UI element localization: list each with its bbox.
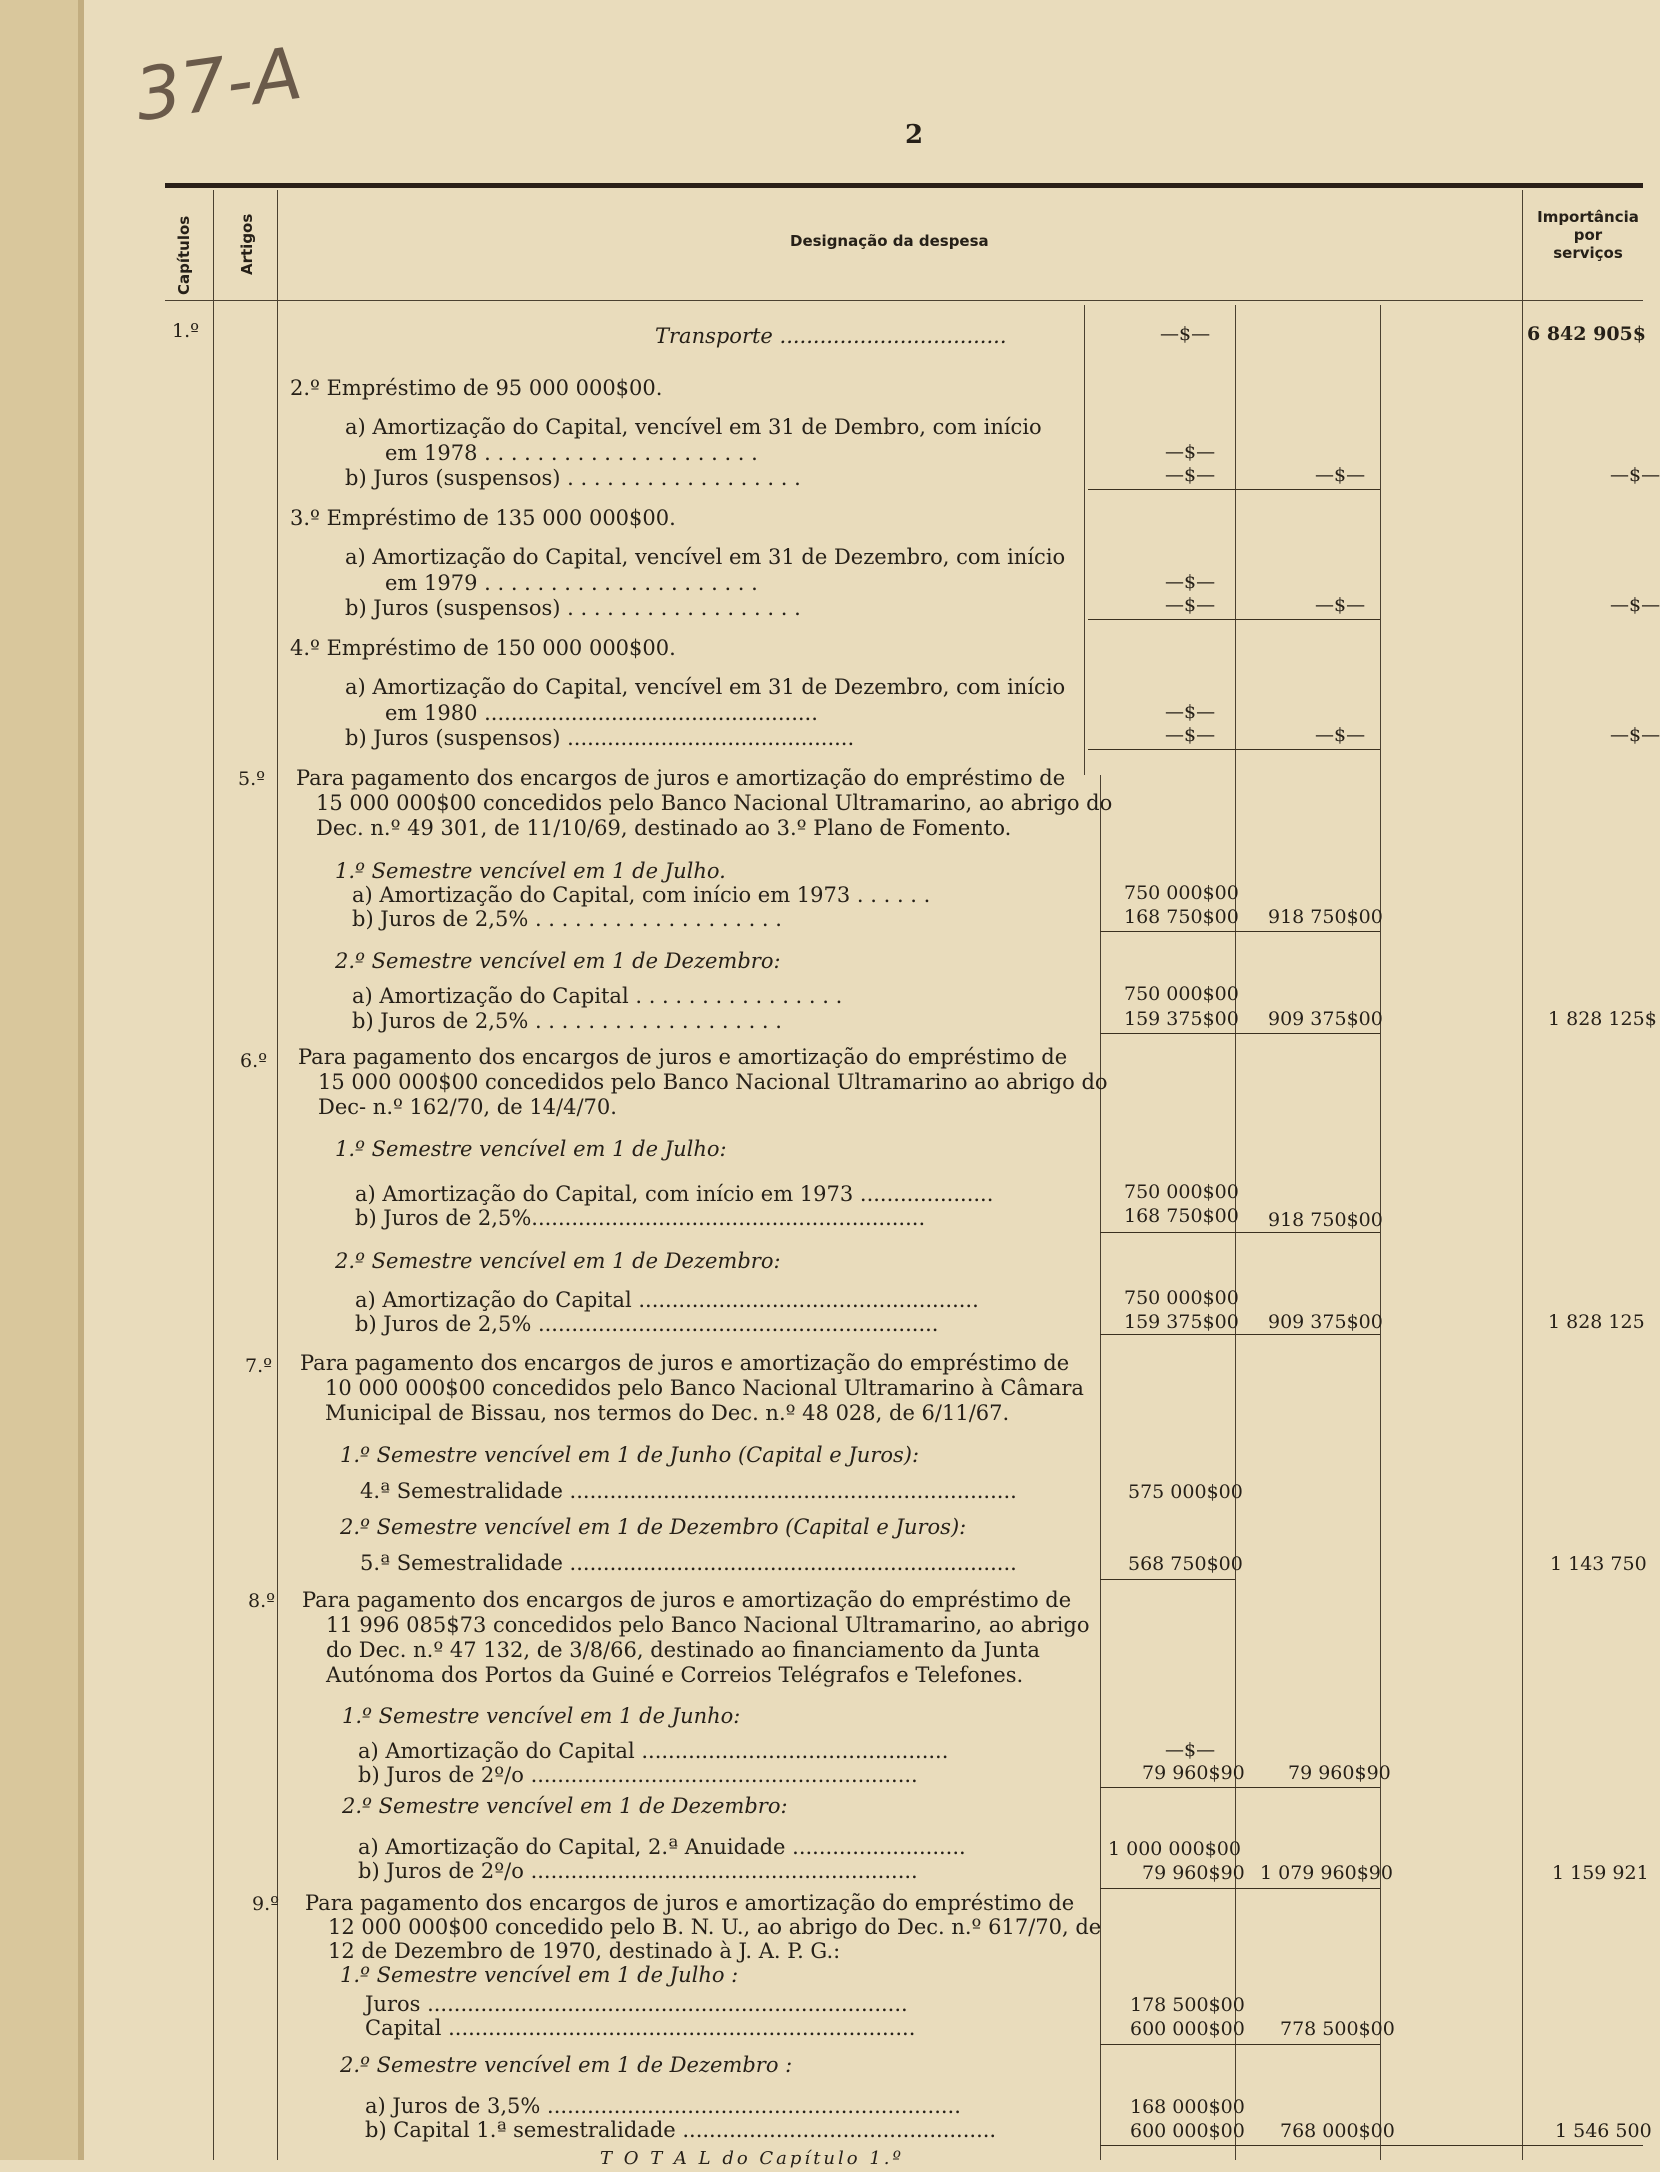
- article-7-sem1-amount: 575 000$00: [1128, 1481, 1243, 1503]
- loan-2-a-line2: em 1978 . . . . . . . . . . . . . . . . . . . . .: [385, 441, 758, 465]
- article-9-line1: Para pagamento dos encargos de juros e amortização do empréstimo de: [305, 1891, 1075, 1915]
- article-9-sem2-b: b) Capital 1.ª semestralidade ...............................................: [365, 2118, 997, 2142]
- article-5-number: 5.º: [238, 768, 266, 790]
- article-6-sem1-subtotal: 918 750$00: [1268, 1209, 1383, 1231]
- loan-4-total-dash: —$—: [1610, 724, 1660, 746]
- header-rule: [165, 300, 1643, 301]
- article-8-sem2-a-amount: 1 000 000$00: [1108, 1838, 1241, 1860]
- article-5-sem1-b-amount: 168 750$00: [1124, 906, 1239, 928]
- top-rule: [165, 183, 1643, 188]
- article-8-sem2-a: a) Amortização do Capital, 2.ª Anuidade ..........................: [358, 1835, 966, 1859]
- article-9-sem1-a-amount: 178 500$00: [1130, 1994, 1245, 2016]
- loan-4-b-dash: —$—: [1165, 724, 1216, 746]
- article-6-sem2: 2.º Semestre vencível em 1 de Dezembro:: [335, 1249, 781, 1273]
- transporte-amount: 6 842 905$: [1527, 323, 1646, 345]
- transporte-dash: —$—: [1160, 323, 1211, 345]
- loan-3-a-line1: a) Amortização do Capital, vencível em 31 de Dezembro, com início: [345, 545, 1066, 569]
- article-5-sem2-a: a) Amortização do Capital . . . . . . . . . . . . . . . .: [352, 984, 843, 1008]
- col-line-2: [277, 190, 278, 2160]
- article-6-sem2-a: a) Amortização do Capital ...................................................: [355, 1288, 979, 1312]
- loan-2-b: b) Juros (suspensos) . . . . . . . . . . . . . . . . . .: [345, 466, 801, 490]
- article-8-sem2-b-amount: 79 960$90: [1142, 1862, 1245, 1884]
- article-8-sem1-b: b) Juros de 2º/o ..........................................................: [358, 1763, 918, 1787]
- article-5-line1: Para pagamento dos encargos de juros e amortização do empréstimo de: [296, 766, 1066, 790]
- article-9-sem1-rule: [1100, 2044, 1380, 2045]
- article-8-number: 8.º: [248, 1590, 276, 1612]
- loan-4-a-line1: a) Amortização do Capital, vencível em 31 de Dezembro, com início: [345, 675, 1066, 699]
- article-7-line2: 10 000 000$00 concedidos pelo Banco Nacional Ultramarino à Câmara: [325, 1376, 1084, 1400]
- article-6-sem1-b: b) Juros de 2,5%...........................................................: [355, 1206, 926, 1230]
- article-5-sem2-a-amount: 750 000$00: [1124, 983, 1239, 1005]
- loan-4-rule: [1088, 749, 1380, 750]
- article-8-sem1: 1.º Semestre vencível em 1 de Junho:: [342, 1704, 741, 1728]
- loan-3-total-dash: —$—: [1610, 594, 1660, 616]
- loan-2-title: 2.º Empréstimo de 95 000 000$00.: [290, 376, 663, 400]
- article-9-sem1-b-amount: 600 000$00: [1130, 2018, 1245, 2040]
- loan-3-b-dash: —$—: [1165, 594, 1216, 616]
- chapter-total-label: T O T A L do Capítulo 1.º: [600, 2148, 904, 2169]
- article-8-line1: Para pagamento dos encargos de juros e amortização do empréstimo de: [302, 1588, 1072, 1612]
- article-5-sem1-subtotal: 918 750$00: [1268, 906, 1383, 928]
- article-8-sem2-b: b) Juros de 2º/o ..........................................................: [358, 1859, 918, 1883]
- article-6-sem1-b-amount: 168 750$00: [1124, 1205, 1239, 1227]
- header-description: Designação da despesa: [790, 232, 989, 250]
- loan-2-rule: [1088, 489, 1380, 490]
- article-9-rule: [1100, 2145, 1643, 2146]
- article-8-sem1-subtotal: 79 960$90: [1288, 1762, 1391, 1784]
- article-8-sem2-subtotal: 1 079 960$90: [1260, 1862, 1393, 1884]
- article-9-sem2-b-amount: 600 000$00: [1130, 2120, 1245, 2142]
- binding-strip: [0, 0, 78, 2160]
- article-9-line3: 12 de Dezembro de 1970, destinado à J. A. P. G.:: [328, 1939, 841, 1963]
- article-5-sem2: 2.º Semestre vencível em 1 de Dezembro:: [335, 949, 781, 973]
- article-5-sem1-a-amount: 750 000$00: [1124, 882, 1239, 904]
- article-6-line2: 15 000 000$00 concedidos pelo Banco Nacional Ultramarino ao abrigo do: [318, 1070, 1108, 1094]
- article-7-sem2-amount: 568 750$00: [1128, 1553, 1243, 1575]
- article-9-number: 9.º: [252, 1893, 280, 1915]
- article-8-line3: do Dec. n.º 47 132, de 3/8/66, destinado ao financiamento da Junta: [326, 1638, 1040, 1662]
- transporte-label: Transporte ..................................: [655, 324, 1007, 348]
- article-6-number: 6.º: [240, 1050, 268, 1072]
- loan-4-title: 4.º Empréstimo de 150 000 000$00.: [290, 636, 676, 660]
- article-5-total: 1 828 125$: [1548, 1008, 1657, 1030]
- article-8-sem1-rule: [1100, 1787, 1380, 1788]
- article-8-sem1-a-dash: —$—: [1165, 1739, 1216, 1761]
- binding-edge: [78, 0, 84, 2160]
- col-line-1: [213, 190, 214, 2160]
- article-5-sem1-rule: [1100, 931, 1380, 932]
- article-6-sem1-a: a) Amortização do Capital, com início em 1973 ....................: [355, 1182, 994, 1206]
- loan-3-sub-dash: —$—: [1315, 594, 1366, 616]
- article-9-total: 1 546 500: [1555, 2120, 1652, 2142]
- article-8-sem2: 2.º Semestre vencível em 1 de Dezembro:: [342, 1794, 788, 1818]
- handwritten-stamp: 37-A: [129, 30, 307, 138]
- article-6-sem2-b-amount: 159 375$00: [1124, 1311, 1239, 1333]
- article-7-total: 1 143 750: [1550, 1553, 1647, 1575]
- article-5-line3: Dec. n.º 49 301, de 11/10/69, destinado ao 3.º Plano de Fomento.: [316, 816, 1012, 840]
- article-6-total: 1 828 125: [1548, 1311, 1645, 1333]
- article-5-sem1-a: a) Amortização do Capital, com início em 1973 . . . . . .: [352, 883, 931, 907]
- article-7-sem2-a: 5.ª Semestralidade ...................................................................: [360, 1551, 1017, 1575]
- article-8-line2: 11 996 085$73 concedidos pelo Banco Nacional Ultramarino, ao abrigo: [326, 1613, 1090, 1637]
- article-9-sem1-b: Capital ......................................................................: [365, 2016, 916, 2040]
- article-6-line3: Dec- n.º 162/70, de 14/4/70.: [318, 1095, 617, 1119]
- chapter-number: 1.º: [172, 320, 200, 342]
- loan-4-b: b) Juros (suspensos) ...........................................: [345, 726, 855, 750]
- article-8-sem2-rule: [1100, 1888, 1380, 1889]
- loan-3-a-line2: em 1979 . . . . . . . . . . . . . . . . . . . . .: [385, 571, 758, 595]
- article-8-total: 1 159 921: [1552, 1862, 1649, 1884]
- article-6-sem2-a-amount: 750 000$00: [1124, 1287, 1239, 1309]
- article-9-sem2: 2.º Semestre vencível em 1 de Dezembro :: [340, 2053, 793, 2077]
- header-chapters: Capítulos: [175, 215, 193, 295]
- article-9-sem1-a: Juros ........................................................................: [365, 1992, 908, 2016]
- article-6-sem1: 1.º Semestre vencível em 1 de Julho:: [335, 1137, 727, 1161]
- article-7-number: 7.º: [245, 1355, 273, 1377]
- loan-2-a-line1: a) Amortização do Capital, vencível em 31 de Dembro, com início: [345, 415, 1042, 439]
- loan-4-a-dash: —$—: [1165, 701, 1216, 723]
- loan-3-a-dash: —$—: [1165, 571, 1216, 593]
- article-5-sem2-subtotal: 909 375$00: [1268, 1008, 1383, 1030]
- article-6-line1: Para pagamento dos encargos de juros e amortização do empréstimo de: [298, 1045, 1068, 1069]
- article-8-line4: Autónoma dos Portos da Guiné e Correios Telégrafos e Telefones.: [326, 1663, 1024, 1687]
- article-6-sem2-subtotal: 909 375$00: [1268, 1311, 1383, 1333]
- article-9-sem2-a-amount: 168 000$00: [1130, 2096, 1245, 2118]
- article-5-sem2-rule: [1100, 1033, 1380, 1034]
- col-line-a2: [1100, 775, 1101, 2160]
- article-9-sem2-subtotal: 768 000$00: [1280, 2120, 1395, 2142]
- article-5-sem2-b-amount: 159 375$00: [1124, 1008, 1239, 1030]
- article-8-sem1-b-amount: 79 960$90: [1142, 1762, 1245, 1784]
- loan-2-total-dash: —$—: [1610, 464, 1660, 486]
- loan-3-title: 3.º Empréstimo de 135 000 000$00.: [290, 506, 676, 530]
- article-5-line2: 15 000 000$00 concedidos pelo Banco Nacional Ultramarino, ao abrigo do: [316, 791, 1113, 815]
- article-6-sem2-b: b) Juros de 2,5% ............................................................: [355, 1312, 939, 1336]
- article-7-rule: [1100, 1579, 1235, 1580]
- loan-4-sub-dash: —$—: [1315, 724, 1366, 746]
- article-9-sem1-subtotal: 778 500$00: [1280, 2018, 1395, 2040]
- header-amount: Importância por serviços: [1537, 208, 1639, 262]
- loan-3-rule: [1088, 619, 1380, 620]
- article-7-sem1-a: 4.ª Semestralidade ...................................................................: [360, 1479, 1017, 1503]
- article-6-sem2-rule: [1100, 1334, 1380, 1335]
- col-line-a: [1084, 305, 1085, 775]
- article-7-sem2: 2.º Semestre vencível em 1 de Dezembro (Capital e Juros):: [340, 1515, 967, 1539]
- article-8-sem1-a: a) Amortização do Capital ..............................................: [358, 1739, 949, 1763]
- header-articles: Artigos: [238, 213, 256, 275]
- article-6-sem1-rule: [1100, 1232, 1380, 1233]
- article-5-sem1: 1.º Semestre vencível em 1 de Julho.: [335, 859, 726, 883]
- loan-3-b: b) Juros (suspensos) . . . . . . . . . . . . . . . . . .: [345, 596, 801, 620]
- page-number: 2: [905, 120, 924, 150]
- article-9-line2: 12 000 000$00 concedido pelo B. N. U., ao abrigo do Dec. n.º 617/70, de: [328, 1915, 1102, 1939]
- loan-4-a-line2: em 1980 ..................................................: [385, 701, 818, 725]
- article-9-sem2-a: a) Juros de 3,5% ..............................................................: [365, 2094, 961, 2118]
- loan-2-b-dash: —$—: [1165, 464, 1216, 486]
- loan-2-a-dash: —$—: [1165, 441, 1216, 463]
- article-5-sem1-b: b) Juros de 2,5% . . . . . . . . . . . . . . . . . . .: [352, 907, 782, 931]
- col-line-amounts: [1522, 190, 1523, 2160]
- article-5-sem2-b: b) Juros de 2,5% . . . . . . . . . . . . . . . . . . .: [352, 1009, 782, 1033]
- loan-2-sub-dash: —$—: [1315, 464, 1366, 486]
- article-6-sem1-a-amount: 750 000$00: [1124, 1181, 1239, 1203]
- article-7-line3: Municipal de Bissau, nos termos do Dec. n.º 48 028, de 6/11/67.: [325, 1401, 1010, 1425]
- article-7-line1: Para pagamento dos encargos de juros e amortização do empréstimo de: [300, 1351, 1070, 1375]
- article-7-sem1: 1.º Semestre vencível em 1 de Junho (Capital e Juros):: [340, 1443, 920, 1467]
- article-9-sem1: 1.º Semestre vencível em 1 de Julho :: [340, 1963, 739, 1987]
